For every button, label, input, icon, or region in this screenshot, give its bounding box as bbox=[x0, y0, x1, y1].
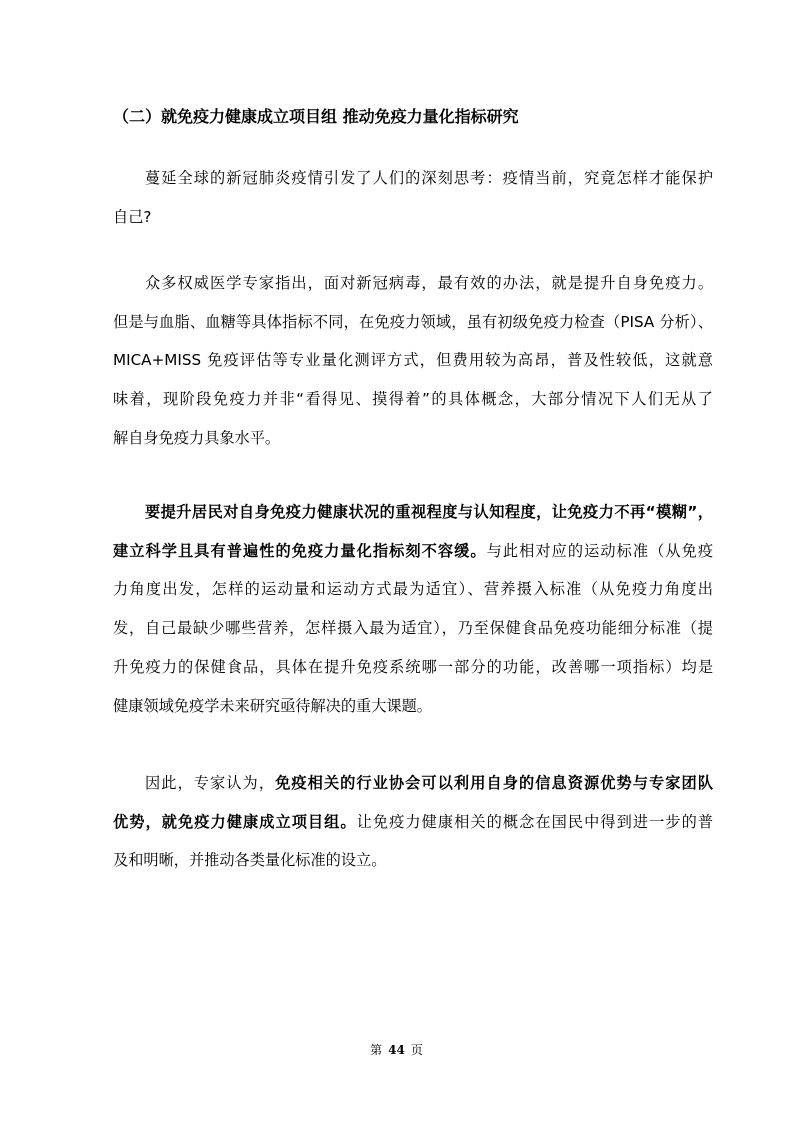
paragraph-line: 味着，现阶段免疫力并非“看得见、摸得着”的具体概念，大部分情况下人们无从了 bbox=[113, 390, 713, 409]
paragraph-line: 及和明晰，并推动各类量化标准的设立。 bbox=[113, 851, 387, 870]
page-footer bbox=[0, 1041, 793, 1059]
section-heading: （二）就免疫力健康成立项目组 推动免疫力量化指标研究 bbox=[113, 107, 519, 126]
bold-phrase: 优势，就免疫力健康成立项目组。 bbox=[113, 812, 357, 831]
paragraph-line: 但是与血脂、血糖等具体指标不同，在免疫力领域，虽有初级免疫力检查（PISA 分析）、 bbox=[113, 312, 713, 331]
paragraph-1 bbox=[113, 159, 713, 236]
paragraph-line: 升免疫力的保健食品，具体在提升免疫系统哪一部分的功能，改善哪一项指标）均是 bbox=[113, 657, 713, 676]
paragraph-line: 蔓延全球的新冠肺炎疫情引发了人们的深刻思考：疫情当前，究竟怎样才能保护 bbox=[145, 169, 713, 187]
paragraph-line: 健康领域免疫学未来研究亟待解决的重大课题。 bbox=[113, 696, 432, 715]
plain-phrase: 与此相对应的运动标准（从免疫 bbox=[486, 541, 714, 560]
paragraph-line: 自己? bbox=[113, 207, 152, 226]
plain-phrase: 让免疫力健康相关的概念在国民中得到进一步的普 bbox=[356, 812, 714, 831]
paragraph-4 bbox=[113, 764, 713, 880]
paragraph-2 bbox=[113, 264, 713, 458]
paragraph-line bbox=[113, 803, 713, 842]
paragraph-line-bold: 要提升居民对自身免疫力健康状况的重视程度与认知程度，让免疫力不再“模糊”， bbox=[145, 503, 713, 521]
page-number: 44 bbox=[388, 1043, 405, 1057]
bold-phrase: 免疫相关的行业协会可以利用自身的信息资源优势与专家团队 bbox=[275, 774, 714, 792]
paragraph-3 bbox=[113, 493, 713, 725]
paragraph-line: 解自身免疫力具象水平。 bbox=[113, 428, 281, 447]
paragraph-line bbox=[113, 532, 713, 571]
plain-phrase: 因此，专家认为， bbox=[145, 774, 276, 792]
paragraph-line: 力角度出发，怎样的运动量和运动方式最为适宜）、营养摄入标准（从免疫力角度出 bbox=[113, 580, 713, 599]
paragraph-line: MICA+MISS 免疫评估等专业量化测评方式，但费用较为高昂，普及性较低，这就意 bbox=[113, 351, 713, 370]
paragraph-line: 众多权威医学专家指出，面对新冠病毒，最有效的办法，就是提升自身免疫力。 bbox=[145, 274, 713, 292]
page-suffix: 页 bbox=[410, 1043, 423, 1057]
paragraph-line bbox=[113, 764, 713, 803]
paragraph-line: 发，自己最缺少哪些营养，怎样摄入最为适宜），乃至保健食品免疫功能细分标准（提 bbox=[113, 619, 713, 638]
bold-phrase: 建立科学且具有普遍性的免疫力量化指标刻不容缓。 bbox=[113, 541, 487, 560]
page-prefix: 第 bbox=[370, 1043, 383, 1057]
